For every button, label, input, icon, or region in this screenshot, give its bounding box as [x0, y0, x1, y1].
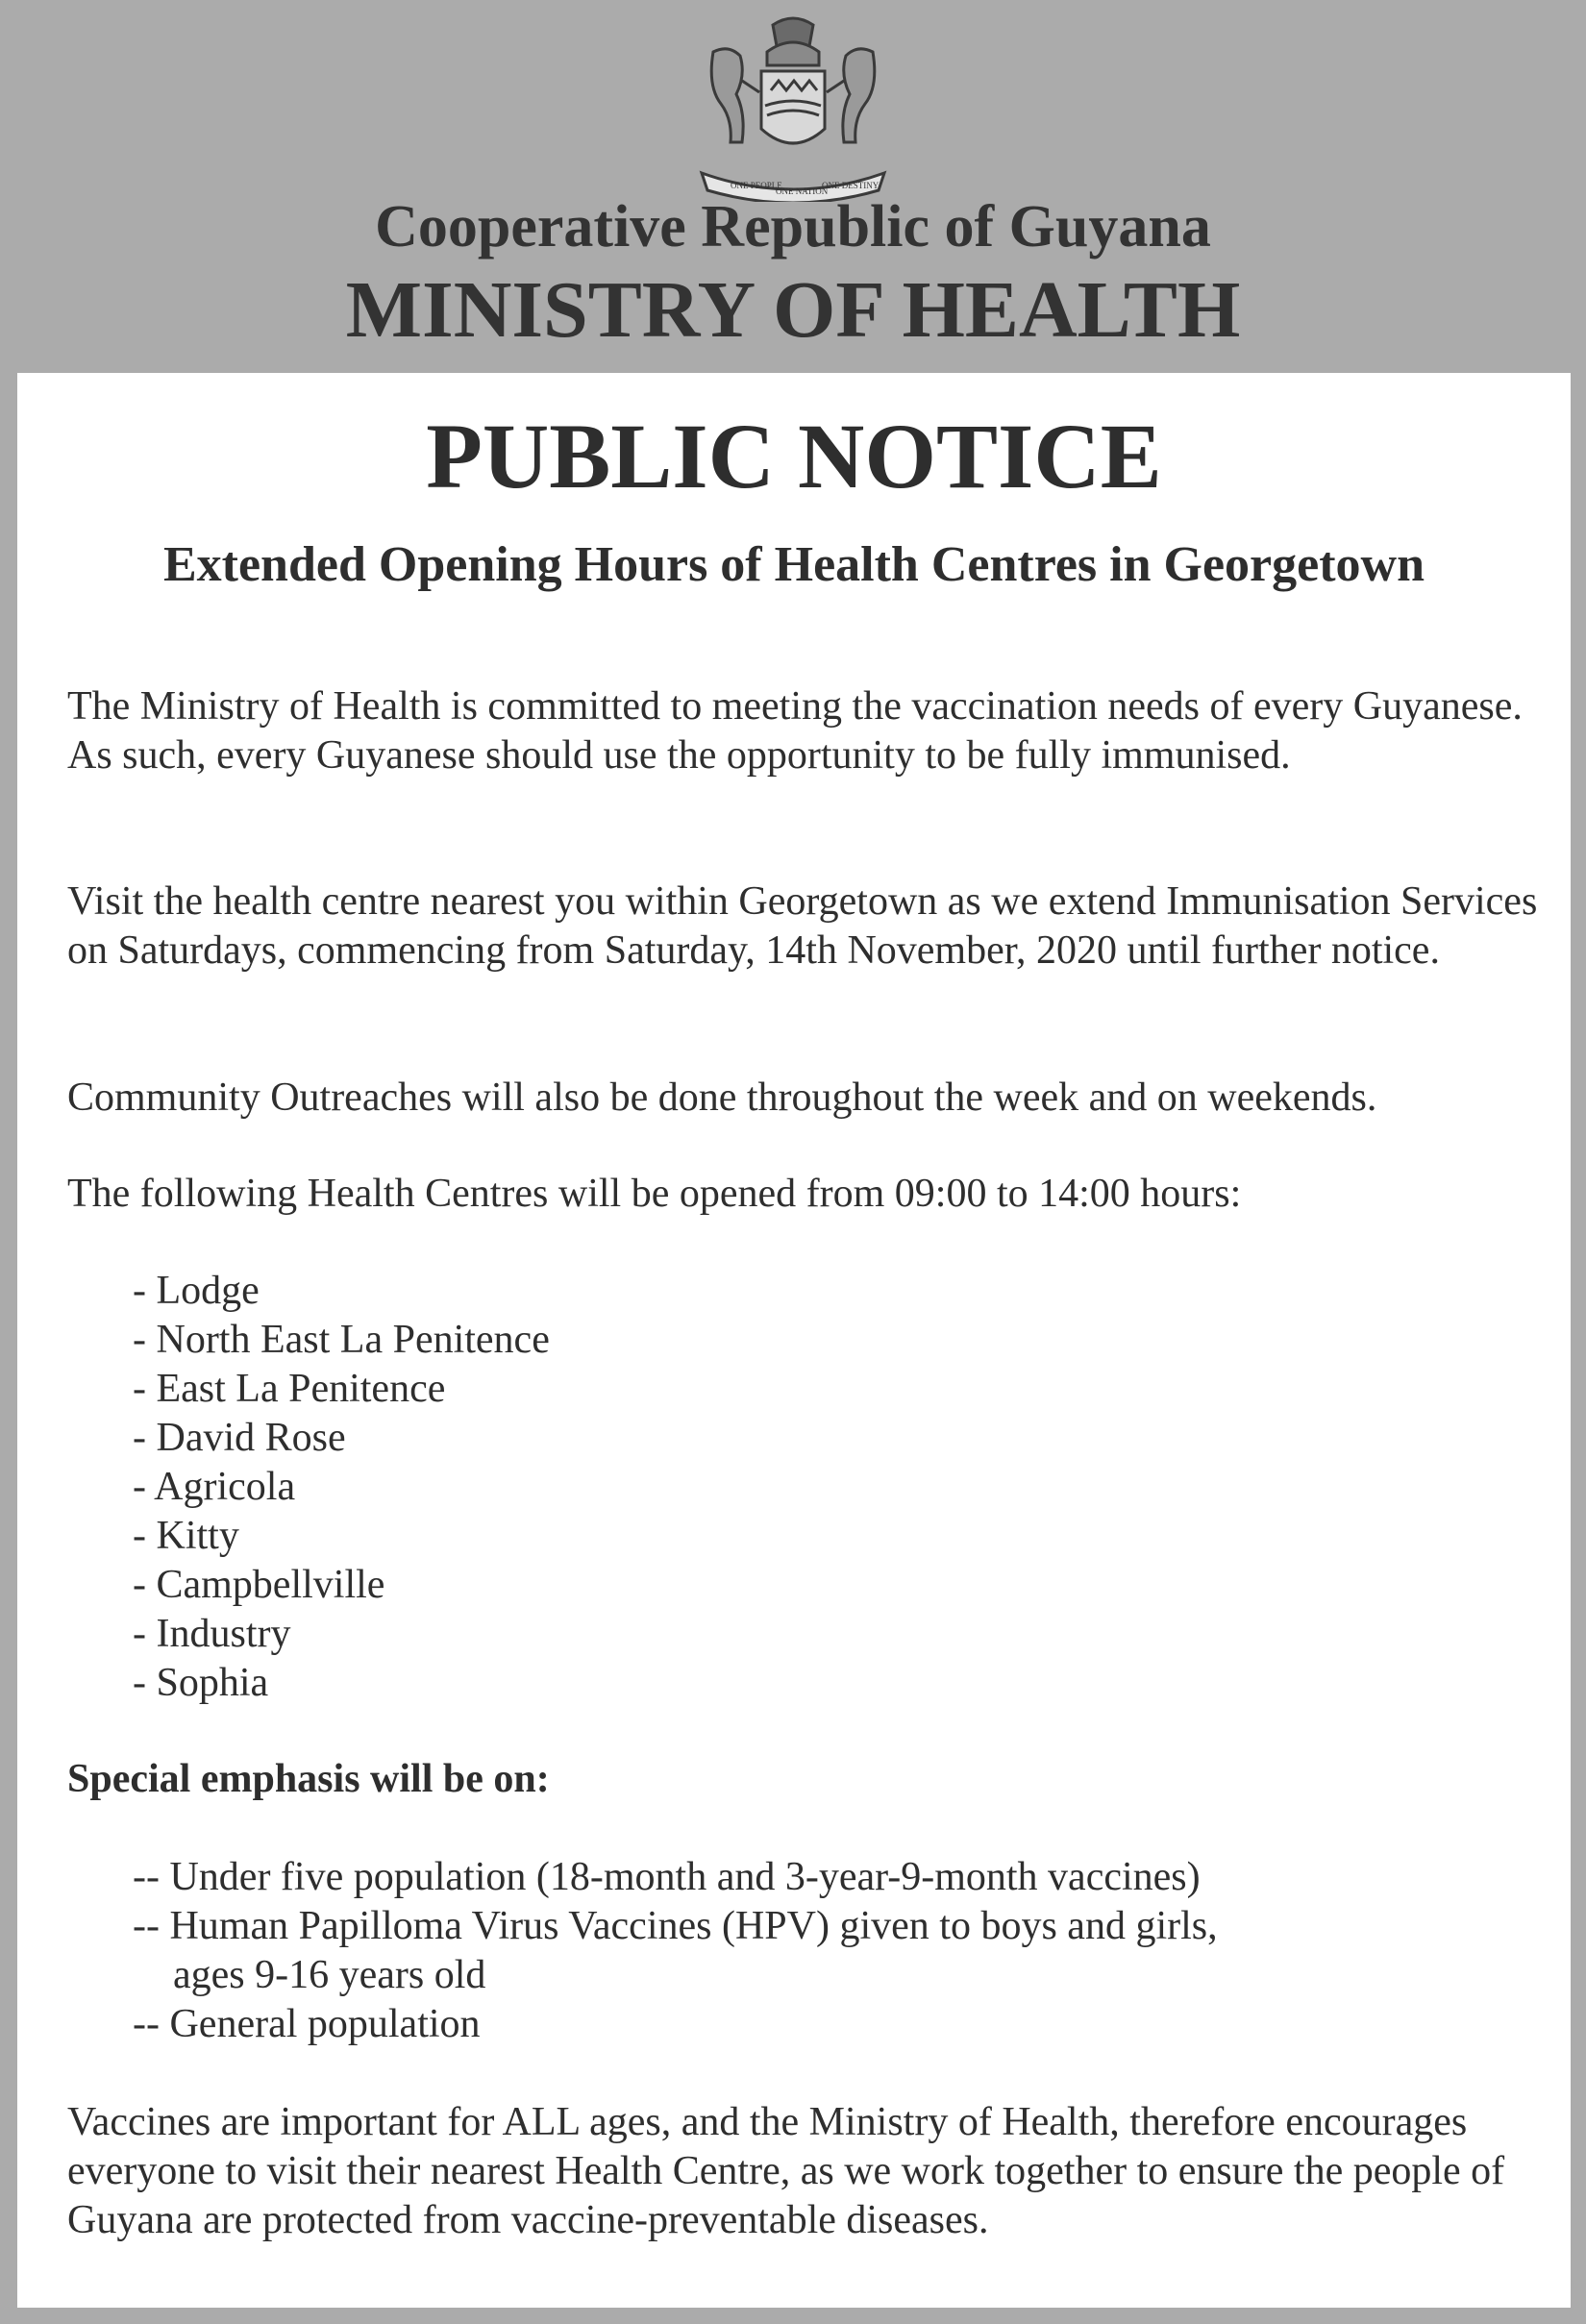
- notice-content: [17, 0, 1571, 2324]
- paragraph-closing: Vaccines are important for ALL ages, and the Ministry of Health, therefore encourages everyone to visit their nearest Health Centre, as we work together to ensure the people of Guyana are protected from vaccine-preventable diseases.: [67, 2100, 1505, 2242]
- list-item: - Kitty: [133, 1514, 239, 1558]
- list-item: - Lodge: [133, 1269, 260, 1313]
- emphasis-list: [133, 1853, 1218, 2049]
- health-centre-list: [133, 1267, 550, 1708]
- list-item: -- Human Papilloma Virus Vaccines (HPV) given to boys and girls,: [133, 1904, 1218, 1948]
- list-item: -- Under five population (18-month and 3-year-9-month vaccines): [133, 1855, 1201, 1899]
- crest-motto-1: ONE PEOPLE: [731, 181, 782, 190]
- notice-subtitle: Extended Opening Hours of Health Centres in Georgetown: [162, 537, 1425, 592]
- list-item: - Sophia: [133, 1661, 269, 1705]
- list-item: - Industry: [133, 1612, 291, 1656]
- list-item: - Agricola: [133, 1465, 296, 1509]
- list-item: - East La Penitence: [133, 1367, 446, 1411]
- list-item: - Campbellville: [133, 1563, 385, 1607]
- list-item: - David Rose: [133, 1416, 346, 1460]
- list-item: -- General population: [133, 2002, 481, 2046]
- paragraph-hours: The following Health Centres will be opened from 09:00 to 14:00 hours:: [67, 1172, 1242, 1216]
- paragraph-saturdays: Visit the health centre nearest you within Georgetown as we extend Immunisation Services on Saturdays, commencing from Saturday, 14th November, 2020 until further notice.: [67, 879, 1538, 973]
- paragraph-intro: The Ministry of Health is committed to meeting the vaccination needs of every Guyanese. As such, every Guyanese should use the opportunity to be fully immunised.: [67, 684, 1523, 778]
- paragraph-outreaches: Community Outreaches will also be done throughout the week and on weekends.: [67, 1075, 1377, 1120]
- crest-motto-3: ONE DESTINY: [822, 181, 880, 190]
- notice-title: PUBLIC NOTICE: [426, 405, 1162, 507]
- list-item: ages 9-16 years old: [133, 1953, 486, 1997]
- list-item: - North East La Penitence: [133, 1318, 550, 1362]
- republic-title: Cooperative Republic of Guyana: [375, 194, 1211, 260]
- ministry-title: MINISTRY OF HEALTH: [345, 265, 1241, 355]
- emphasis-heading: Special emphasis will be on:: [67, 1757, 550, 1801]
- crest-motto-2: ONE NATION: [776, 186, 829, 196]
